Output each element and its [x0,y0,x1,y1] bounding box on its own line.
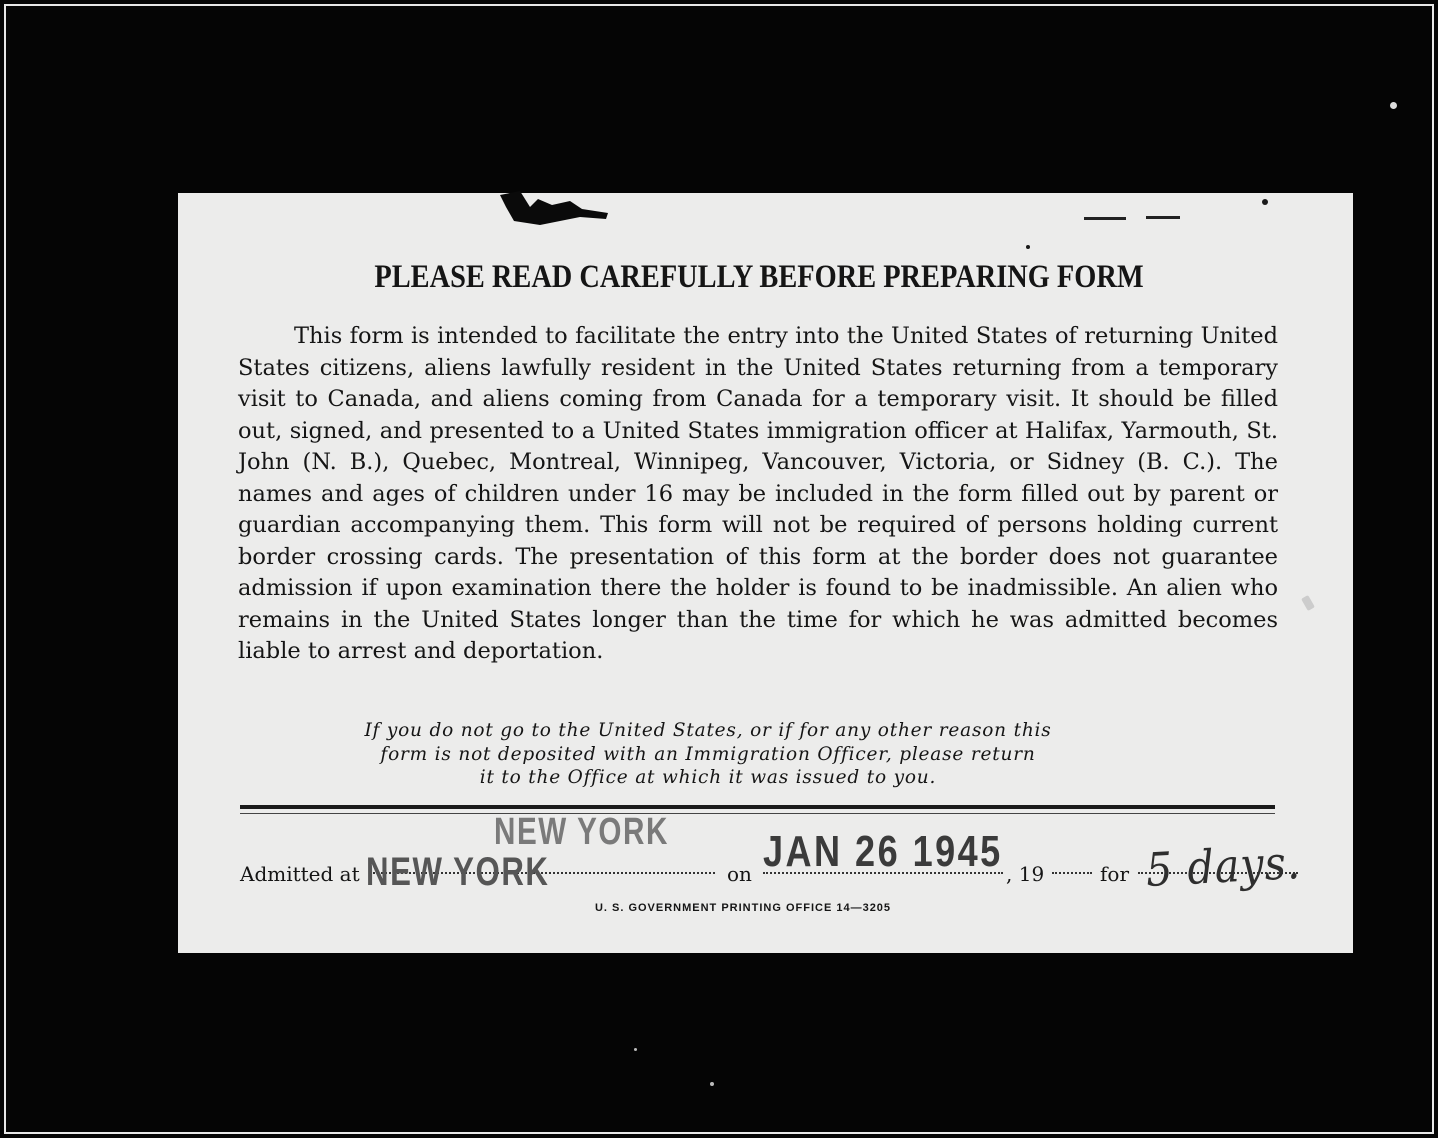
notice-line: form is not deposited with an Immigration Officer, please return [380,743,1036,765]
form-instructions: This form is intended to facilitate the entry into the United States of returning United States citizens, aliens lawfully resident in the United States returning from a temporary visit to Canada, and aliens coming from Canada for a temporary visit. It should be filled out, signed, and presented to a United States immigration officer at Halifax, Yarmouth, St. John (N. B.), Quebec, Montreal, Winnipeg, Vancouver, Victoria, or Sidney (B. C.). The names and ages of children under 16 may be included in the form filled out by parent or guardian accompanying them. This form will not be required of persons holding current border crossing cards. The presentation of this form at the border does not guarantee admission if upon examination there the holder is found to be inadmissible. An alien who remains in the United States longer than the time for which he was admitted becomes liable to arrest and deportation. [238,323,1278,664]
for-label: for [1100,862,1130,886]
speck-mark [1084,217,1126,220]
year-blank [1052,872,1092,874]
film-speck [1390,102,1397,109]
year-label: , 19 [1006,862,1045,886]
divider-rule-thin [240,813,1275,814]
speck-mark [1146,216,1180,219]
date-blank [763,872,1003,874]
film-speck [634,1048,637,1051]
film-speck [710,1082,714,1086]
speck-mark [1026,245,1030,249]
torn-corner-mark [500,191,608,225]
admitted-at-label: Admitted at [240,862,360,886]
on-label: on [727,862,752,886]
handwritten-duration: 5 days. [1144,834,1302,897]
return-notice [298,719,1118,790]
notice-line: it to the Office at which it was issued to you. [479,767,937,788]
form-title: PLEASE READ CAREFULLY BEFORE PREPARING FORM [374,259,1144,295]
port-stamp: NEW YORK [366,850,550,894]
printing-office-footer: U. S. GOVERNMENT PRINTING OFFICE 14—3205 [594,902,892,914]
speck-mark [1262,199,1268,205]
port-stamp-upper: NEW YORK [494,811,669,853]
date-stamp: JAN 26 1945 [763,827,1003,876]
admission-form-card [178,193,1353,953]
divider-rule [240,805,1275,809]
notice-line: If you do not go to the United States, or if for any other reason this [364,720,1052,741]
